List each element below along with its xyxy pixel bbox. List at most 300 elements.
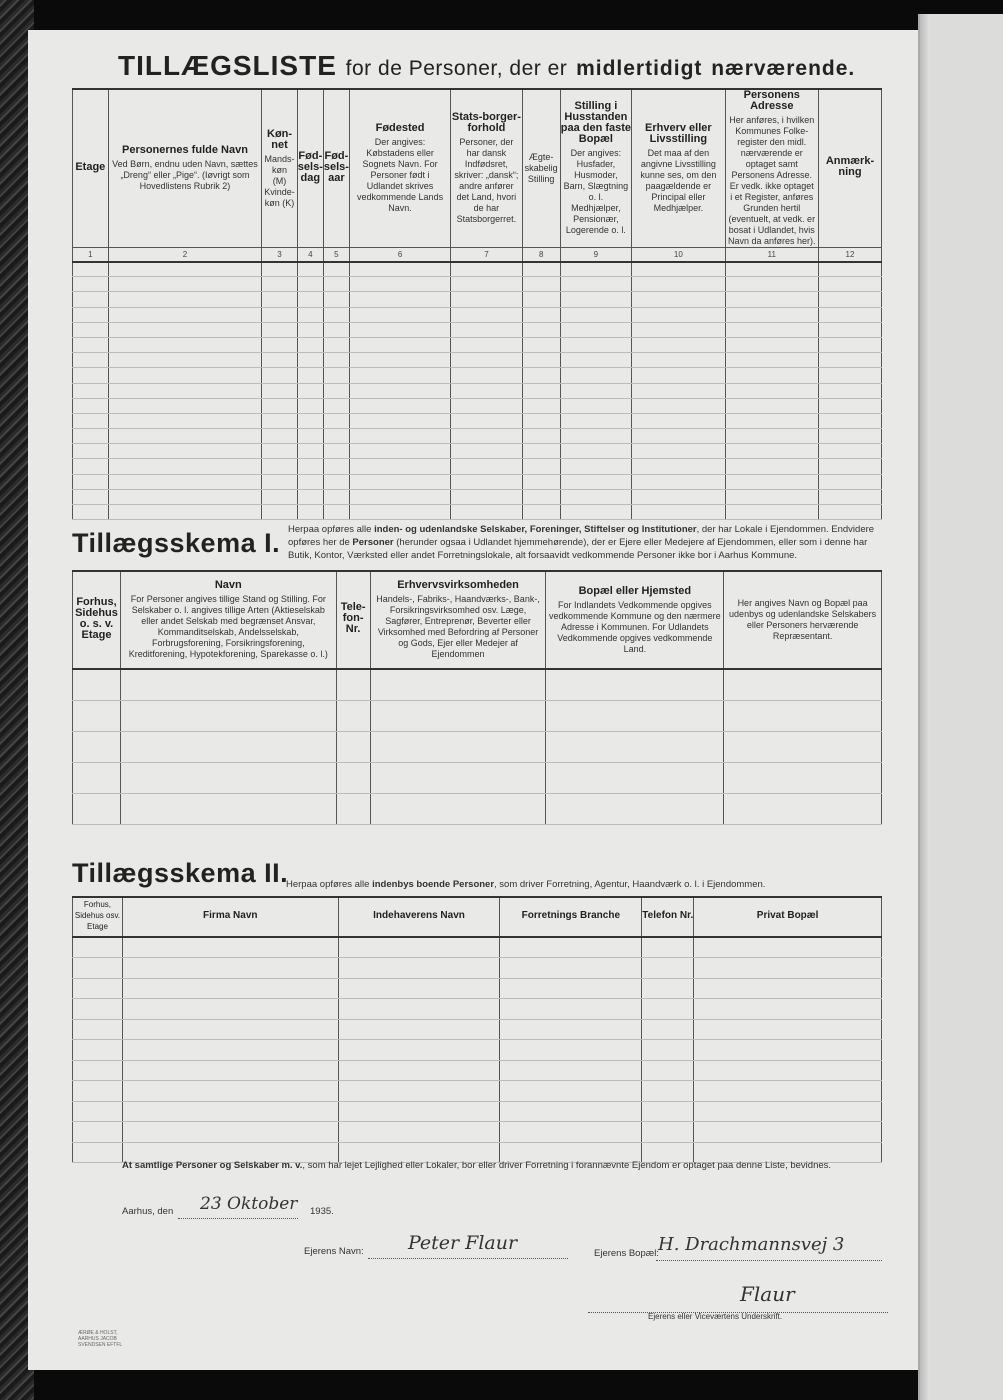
main-cell[interactable] (297, 353, 323, 368)
skema2-cell[interactable] (642, 958, 694, 979)
main-cell[interactable] (323, 459, 349, 474)
skema2-cell[interactable] (642, 1081, 694, 1102)
skema2-cell[interactable] (73, 937, 123, 958)
main-cell[interactable] (262, 398, 298, 413)
main-cell[interactable] (323, 307, 349, 322)
skema1-cell[interactable] (370, 700, 546, 731)
main-cell[interactable] (451, 307, 522, 322)
main-cell[interactable] (73, 444, 109, 459)
main-cell[interactable] (818, 307, 881, 322)
main-cell[interactable] (632, 337, 726, 352)
main-cell[interactable] (818, 262, 881, 277)
main-cell[interactable] (632, 353, 726, 368)
skema2-cell[interactable] (73, 978, 123, 999)
skema2-cell[interactable] (694, 1101, 882, 1122)
main-cell[interactable] (522, 398, 560, 413)
main-cell[interactable] (632, 292, 726, 307)
main-cell[interactable] (560, 459, 631, 474)
skema2-cell[interactable] (122, 1060, 338, 1081)
main-cell[interactable] (349, 489, 450, 504)
main-cell[interactable] (349, 505, 450, 520)
main-cell[interactable] (73, 307, 109, 322)
main-cell[interactable] (73, 398, 109, 413)
main-cell[interactable] (349, 398, 450, 413)
skema2-cell[interactable] (338, 958, 500, 979)
main-cell[interactable] (451, 489, 522, 504)
main-cell[interactable] (725, 413, 818, 428)
main-cell[interactable] (451, 413, 522, 428)
main-cell[interactable] (560, 505, 631, 520)
skema2-cell[interactable] (122, 1040, 338, 1061)
skema2-cell[interactable] (694, 1040, 882, 1061)
main-cell[interactable] (522, 262, 560, 277)
skema2-cell[interactable] (500, 937, 642, 958)
main-cell[interactable] (262, 505, 298, 520)
skema1-cell[interactable] (336, 669, 370, 700)
main-cell[interactable] (522, 368, 560, 383)
skema1-title: Tillægsskema I. (72, 528, 281, 558)
skema2-cell[interactable] (642, 978, 694, 999)
main-cell[interactable] (73, 337, 109, 352)
skema1-cell[interactable] (120, 762, 336, 793)
main-cell[interactable] (451, 292, 522, 307)
main-cell[interactable] (560, 489, 631, 504)
main-cell[interactable] (522, 505, 560, 520)
main-cell[interactable] (297, 337, 323, 352)
main-cell[interactable] (108, 277, 262, 292)
main-cell[interactable] (108, 398, 262, 413)
main-cell[interactable] (725, 459, 818, 474)
main-cell[interactable] (725, 337, 818, 352)
skema1-cell[interactable] (370, 731, 546, 762)
main-cell[interactable] (451, 368, 522, 383)
skema2-cell[interactable] (500, 1081, 642, 1102)
skema2-cell[interactable] (73, 958, 123, 979)
main-cell[interactable] (522, 322, 560, 337)
main-cell[interactable] (349, 307, 450, 322)
main-cell[interactable] (73, 489, 109, 504)
main-cell[interactable] (349, 337, 450, 352)
main-cell[interactable] (108, 292, 262, 307)
main-col-10-sub: Det maa af den angivne Livsstilling kunne ses, om den paagældende er Principal eller Medhjælper. (640, 148, 717, 213)
skema2-cell[interactable] (122, 1101, 338, 1122)
main-cell[interactable] (297, 262, 323, 277)
main-cell[interactable] (725, 277, 818, 292)
main-cell[interactable] (560, 292, 631, 307)
main-cell[interactable] (349, 459, 450, 474)
skema2-cell[interactable] (338, 1060, 500, 1081)
skema2-cell[interactable] (642, 937, 694, 958)
main-cell[interactable] (560, 398, 631, 413)
main-cell[interactable] (818, 292, 881, 307)
main-cell[interactable] (725, 353, 818, 368)
main-cell[interactable] (323, 262, 349, 277)
main-cell[interactable] (522, 429, 560, 444)
skema2-cell[interactable] (694, 1060, 882, 1081)
main-cell[interactable] (560, 322, 631, 337)
main-cell[interactable] (560, 474, 631, 489)
main-cell[interactable] (725, 489, 818, 504)
main-cell[interactable] (323, 277, 349, 292)
main-cell[interactable] (522, 292, 560, 307)
main-cell[interactable] (725, 505, 818, 520)
main-cell[interactable] (108, 459, 262, 474)
skema2-cell[interactable] (122, 937, 338, 958)
main-cell[interactable] (262, 322, 298, 337)
main-cell[interactable] (262, 353, 298, 368)
main-cell[interactable] (451, 277, 522, 292)
main-cell[interactable] (73, 459, 109, 474)
skema1-cell[interactable] (724, 762, 882, 793)
main-cell[interactable] (725, 474, 818, 489)
main-cell[interactable] (262, 429, 298, 444)
main-cell[interactable] (349, 474, 450, 489)
main-cell[interactable] (522, 413, 560, 428)
skema2-cell[interactable] (338, 1019, 500, 1040)
skema2-cell[interactable] (338, 937, 500, 958)
main-cell[interactable] (262, 277, 298, 292)
main-cell[interactable] (818, 368, 881, 383)
skema1-cell[interactable] (370, 762, 546, 793)
main-cell[interactable] (560, 262, 631, 277)
main-cell[interactable] (818, 413, 881, 428)
skema1-cell[interactable] (120, 793, 336, 824)
main-cell[interactable] (297, 489, 323, 504)
main-cell[interactable] (522, 337, 560, 352)
main-cell[interactable] (73, 505, 109, 520)
main-cell[interactable] (725, 444, 818, 459)
main-cell[interactable] (323, 383, 349, 398)
main-row (73, 337, 882, 352)
main-cell[interactable] (451, 474, 522, 489)
skema2-title: Tillægsskema II. (72, 858, 289, 888)
main-cell[interactable] (108, 368, 262, 383)
main-cell[interactable] (108, 337, 262, 352)
main-cell[interactable] (73, 383, 109, 398)
skema2-cell[interactable] (642, 1019, 694, 1040)
main-cell[interactable] (725, 307, 818, 322)
main-cell[interactable] (632, 459, 726, 474)
main-cell[interactable] (818, 505, 881, 520)
main-cell[interactable] (349, 413, 450, 428)
skema1-cell[interactable] (336, 762, 370, 793)
main-cell[interactable] (522, 459, 560, 474)
main-cell[interactable] (451, 398, 522, 413)
skema1-cell[interactable] (336, 700, 370, 731)
main-cell[interactable] (632, 322, 726, 337)
main-cell[interactable] (73, 368, 109, 383)
main-cell[interactable] (632, 398, 726, 413)
main-cell[interactable] (323, 337, 349, 352)
main-cell[interactable] (349, 444, 450, 459)
main-cell[interactable] (451, 459, 522, 474)
skema2-cell[interactable] (338, 1122, 500, 1143)
main-cell[interactable] (108, 383, 262, 398)
main-cell[interactable] (818, 489, 881, 504)
main-cell[interactable] (73, 353, 109, 368)
main-cell[interactable] (522, 307, 560, 322)
main-cell[interactable] (451, 444, 522, 459)
main-cell[interactable] (632, 307, 726, 322)
skema1-cell[interactable] (724, 793, 882, 824)
skema2-cell[interactable] (122, 958, 338, 979)
skema2-cell[interactable] (122, 1081, 338, 1102)
main-col-3-label: Køn-net (267, 127, 293, 151)
main-cell[interactable] (262, 444, 298, 459)
main-cell[interactable] (262, 368, 298, 383)
skema2-cell[interactable] (642, 1122, 694, 1143)
main-cell[interactable] (632, 505, 726, 520)
main-cell[interactable] (323, 322, 349, 337)
skema1-cell[interactable] (370, 793, 546, 824)
skema2-cell[interactable] (122, 1019, 338, 1040)
main-cell[interactable] (560, 383, 631, 398)
skema2-cell[interactable] (642, 1101, 694, 1122)
main-cell[interactable] (323, 413, 349, 428)
main-cell[interactable] (108, 444, 262, 459)
skema2-cell[interactable] (500, 1060, 642, 1081)
main-cell[interactable] (108, 429, 262, 444)
main-cell[interactable] (108, 505, 262, 520)
main-cell[interactable] (451, 353, 522, 368)
skema2-cell[interactable] (694, 999, 882, 1020)
main-cell[interactable] (451, 322, 522, 337)
main-cell[interactable] (349, 322, 450, 337)
main-cell[interactable] (818, 444, 881, 459)
skema2-cell[interactable] (338, 1081, 500, 1102)
skema1-cell[interactable] (546, 731, 724, 762)
main-cell[interactable] (323, 292, 349, 307)
skema1-cell[interactable] (73, 669, 121, 700)
main-cell[interactable] (725, 398, 818, 413)
skema2-cell[interactable] (500, 1101, 642, 1122)
skema2-cell[interactable] (338, 1040, 500, 1061)
skema1-cell[interactable] (73, 731, 121, 762)
main-cell[interactable] (262, 489, 298, 504)
main-cell[interactable] (297, 413, 323, 428)
skema2-cell[interactable] (500, 1019, 642, 1040)
main-cell[interactable] (522, 489, 560, 504)
main-cell[interactable] (818, 383, 881, 398)
main-cell[interactable] (262, 307, 298, 322)
skema2-cell[interactable] (500, 1040, 642, 1061)
main-cell[interactable] (323, 474, 349, 489)
main-cell[interactable] (297, 383, 323, 398)
main-cell[interactable] (560, 307, 631, 322)
main-cell[interactable] (818, 277, 881, 292)
main-cell[interactable] (73, 429, 109, 444)
main-cell[interactable] (73, 262, 109, 277)
main-cell[interactable] (323, 368, 349, 383)
main-cell[interactable] (522, 474, 560, 489)
main-cell[interactable] (73, 292, 109, 307)
skema1-cell[interactable] (546, 669, 724, 700)
main-cell[interactable] (73, 413, 109, 428)
skema2-cell[interactable] (73, 1060, 123, 1081)
main-cell[interactable] (108, 262, 262, 277)
main-cell[interactable] (560, 444, 631, 459)
main-cell[interactable] (108, 474, 262, 489)
skema2-cell[interactable] (694, 1019, 882, 1040)
main-cell[interactable] (560, 429, 631, 444)
skema2-cell[interactable] (338, 999, 500, 1020)
main-cell[interactable] (560, 413, 631, 428)
main-cell[interactable] (632, 262, 726, 277)
main-cell[interactable] (818, 322, 881, 337)
main-cell[interactable] (725, 262, 818, 277)
main-cell[interactable] (297, 292, 323, 307)
skema2-cell[interactable] (642, 999, 694, 1020)
main-cell[interactable] (297, 474, 323, 489)
main-cell[interactable] (323, 429, 349, 444)
main-cell[interactable] (73, 277, 109, 292)
skema1-cell[interactable] (546, 793, 724, 824)
skema2-cell[interactable] (73, 1142, 123, 1163)
main-cell[interactable] (451, 262, 522, 277)
main-cell[interactable] (818, 353, 881, 368)
main-cell[interactable] (297, 398, 323, 413)
main-cell[interactable] (297, 307, 323, 322)
skema1-cell[interactable] (546, 762, 724, 793)
main-cell[interactable] (108, 322, 262, 337)
main-cell[interactable] (349, 277, 450, 292)
main-cell[interactable] (522, 444, 560, 459)
skema2-cell[interactable] (122, 999, 338, 1020)
main-cell[interactable] (297, 368, 323, 383)
skema1-cell[interactable] (73, 793, 121, 824)
skema2-cell[interactable] (500, 999, 642, 1020)
main-cell[interactable] (297, 277, 323, 292)
main-cell[interactable] (297, 444, 323, 459)
skema1-cell[interactable] (120, 700, 336, 731)
skema1-cell[interactable] (336, 731, 370, 762)
skema1-cell[interactable] (724, 731, 882, 762)
main-cell[interactable] (725, 292, 818, 307)
main-cell[interactable] (818, 459, 881, 474)
skema1-cell[interactable] (120, 669, 336, 700)
skema2-cell[interactable] (694, 958, 882, 979)
main-cell[interactable] (108, 353, 262, 368)
main-cell[interactable] (349, 368, 450, 383)
skema1-cell[interactable] (336, 793, 370, 824)
main-cell[interactable] (323, 398, 349, 413)
main-cell[interactable] (349, 353, 450, 368)
main-cell[interactable] (323, 353, 349, 368)
skema2-cell[interactable] (73, 1122, 123, 1143)
main-cell[interactable] (73, 322, 109, 337)
skema1-cell[interactable] (724, 700, 882, 731)
skema2-cell[interactable] (338, 978, 500, 999)
main-cell[interactable] (632, 444, 726, 459)
skema2-cell[interactable] (694, 978, 882, 999)
skema2-cell[interactable] (338, 1101, 500, 1122)
skema2-cell[interactable] (73, 1101, 123, 1122)
main-cell[interactable] (108, 307, 262, 322)
skema1-cell[interactable] (370, 669, 546, 700)
main-cell[interactable] (73, 474, 109, 489)
main-cell[interactable] (632, 489, 726, 504)
main-cell[interactable] (725, 429, 818, 444)
main-cell[interactable] (560, 353, 631, 368)
main-cell[interactable] (349, 383, 450, 398)
skema2-cell[interactable] (73, 1019, 123, 1040)
skema2-cell[interactable] (73, 999, 123, 1020)
main-cell[interactable] (262, 337, 298, 352)
skema2-cell[interactable] (642, 1040, 694, 1061)
main-cell[interactable] (632, 429, 726, 444)
skema1-cell[interactable] (724, 669, 882, 700)
main-cell[interactable] (451, 505, 522, 520)
main-cell[interactable] (108, 413, 262, 428)
main-cell[interactable] (632, 383, 726, 398)
main-cell[interactable] (522, 353, 560, 368)
main-cell[interactable] (262, 474, 298, 489)
main-cell[interactable] (560, 277, 631, 292)
skema2-cell[interactable] (500, 1122, 642, 1143)
main-cell[interactable] (323, 489, 349, 504)
skema2-cell[interactable] (694, 1081, 882, 1102)
skema2-cell[interactable] (73, 1040, 123, 1061)
main-cell[interactable] (725, 368, 818, 383)
main-cell[interactable] (108, 489, 262, 504)
main-cell[interactable] (349, 292, 450, 307)
main-cell[interactable] (632, 413, 726, 428)
main-cell[interactable] (632, 474, 726, 489)
skema2-cell[interactable] (73, 1081, 123, 1102)
main-cell[interactable] (451, 429, 522, 444)
main-cell[interactable] (262, 413, 298, 428)
main-cell[interactable] (725, 383, 818, 398)
main-cell[interactable] (262, 459, 298, 474)
main-cell[interactable] (323, 444, 349, 459)
skema1-cell[interactable] (120, 731, 336, 762)
main-cell[interactable] (818, 337, 881, 352)
skema2-cell[interactable] (500, 958, 642, 979)
main-cell[interactable] (818, 398, 881, 413)
skema1-cell[interactable] (73, 700, 121, 731)
main-cell[interactable] (262, 383, 298, 398)
main-cell[interactable] (297, 429, 323, 444)
main-cell[interactable] (349, 262, 450, 277)
main-cell[interactable] (818, 429, 881, 444)
skema1-cell[interactable] (73, 762, 121, 793)
main-cell[interactable] (349, 429, 450, 444)
main-cell[interactable] (560, 368, 631, 383)
skema2-cell[interactable] (694, 1122, 882, 1143)
skema2-cell[interactable] (642, 1060, 694, 1081)
main-cell[interactable] (262, 292, 298, 307)
skema2-cell[interactable] (694, 937, 882, 958)
main-cell[interactable] (451, 383, 522, 398)
main-cell[interactable] (632, 368, 726, 383)
main-cell[interactable] (522, 383, 560, 398)
main-cell[interactable] (522, 277, 560, 292)
skema1-cell[interactable] (546, 700, 724, 731)
main-cell[interactable] (297, 505, 323, 520)
skema2-cell[interactable] (500, 978, 642, 999)
main-cell[interactable] (725, 322, 818, 337)
main-cell[interactable] (451, 337, 522, 352)
main-cell[interactable] (262, 262, 298, 277)
skema2-cell[interactable] (122, 978, 338, 999)
main-cell[interactable] (297, 459, 323, 474)
main-cell[interactable] (323, 505, 349, 520)
main-cell[interactable] (297, 322, 323, 337)
main-cell[interactable] (632, 277, 726, 292)
main-cell[interactable] (818, 474, 881, 489)
main-cell[interactable] (560, 337, 631, 352)
skema2-cell[interactable] (122, 1122, 338, 1143)
